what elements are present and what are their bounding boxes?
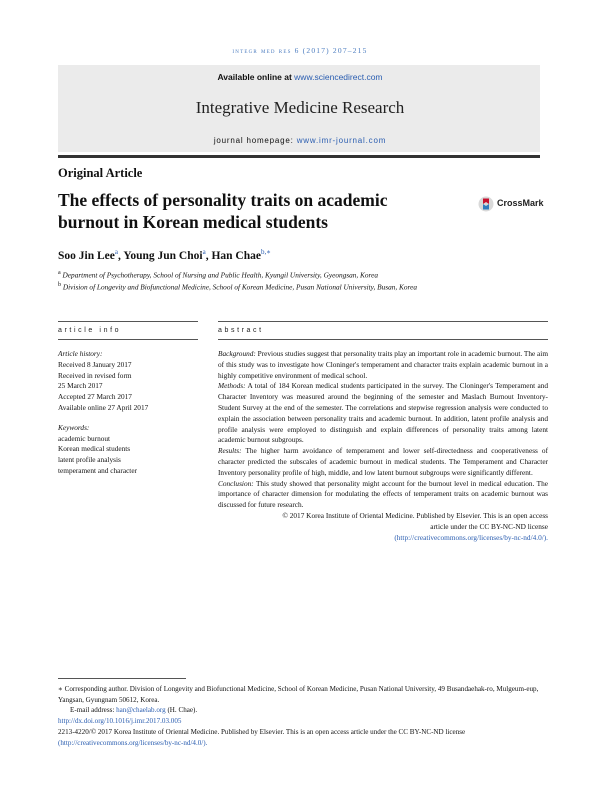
article-info-rule (58, 321, 198, 322)
article-type: Original Article (58, 166, 143, 180)
abstract-background (218, 349, 548, 381)
affiliation-text: Division of Longevity and Biofunctional Medicine, School of Korean Medicine, Pusan National University, Busan, Korea (62, 282, 417, 292)
footnotes (58, 684, 548, 748)
history-label: Article history: (58, 349, 103, 358)
abstract-license-link[interactable]: (http://creativecommons.org/licenses/by-nc-nd/4.0/). (394, 532, 548, 542)
results-text: The higher harm avoidance of temperament and lower self-directedness and cooperativeness of character predicted the subscales of academic burnout in medical students. The Temperament and Character Inventory personality profile of high, middle, and low latent burnout subgroups were significantly different. (218, 446, 548, 477)
corresponding-author: ∗ Corresponding author. Division of Longevity and Biofunctional Medicine, School of Korean Medicine, Pusan National University, 49 Busandaehak-ro, Mulgeum-eup, Yangsan, Gyungnam 50612, Korea. (58, 685, 539, 704)
history-item: Received in revised form (58, 370, 132, 380)
affiliation-mark: b (58, 282, 62, 288)
available-online (0, 72, 600, 82)
conclusion-label: Conclusion: (218, 478, 254, 488)
doi-link[interactable]: http://dx.doi.org/10.1016/j.imr.2017.03.005 (58, 717, 182, 726)
author-name: Young Jun Choi (123, 249, 203, 262)
email-prefix: E-mail address: (70, 706, 115, 715)
abstract-rule (218, 321, 548, 322)
affiliation-mark: a (58, 270, 61, 276)
affiliation-text: Department of Psychotherapy, School of Nursing and Public Health, Kyungil University, Gyeongsan, Korea (62, 270, 379, 280)
abstract-conclusion (218, 479, 548, 511)
email-link[interactable]: han@chaelab.org (116, 706, 166, 715)
history-item: Available online 27 April 2017 (58, 402, 149, 412)
copyright-line-2: article under the CC BY-NC-ND license (430, 521, 548, 531)
crossmark-badge[interactable] (478, 196, 548, 212)
author-name: Han Chae (211, 249, 261, 262)
author-name: Soo Jin Lee (58, 249, 115, 262)
article-title (58, 189, 438, 233)
abstract-heading: abstract (218, 327, 264, 334)
author-list: Soo Jin Lee$^a$, Young Jun Choi$^a$, Han Chae$^{b,∗}$ (58, 248, 271, 262)
journal-homepage (0, 136, 600, 145)
keywords-label: Keywords: (58, 422, 90, 432)
keyword: temperament and character (58, 465, 138, 475)
sciencedirect-link[interactable]: www.sciencedirect.com (294, 72, 383, 82)
available-prefix: Available online at (217, 72, 292, 82)
background-text: Previous studies suggest that personality traits play an important role in academic burnout. The aim of this study was to investigate how Cloninger's temperament and character traits explain academic burnout in a highly competitive environment of medical school. (218, 349, 549, 380)
homepage-link[interactable]: www.imr-journal.com (296, 136, 387, 145)
article-info-subrule (58, 339, 198, 340)
methods-label: Methods: (218, 381, 246, 391)
crossmark-label: CrossMark (497, 198, 544, 208)
results-label: Results: (218, 446, 242, 456)
journal-reference: integr med res 6 (2017) 207–215 (232, 46, 368, 55)
background-label: Background: (218, 349, 256, 358)
email-suffix: (H. Chae). (167, 706, 198, 715)
history-item: Received 8 January 2017 (58, 359, 132, 369)
footnote-rule (58, 678, 186, 679)
journal-title: Integrative Medicine Research (195, 98, 405, 117)
title-line-1: The effects of personality traits on academic (58, 190, 388, 210)
keyword: latent profile analysis (58, 455, 121, 465)
copyright-line-1: © 2017 Korea Institute of Oriental Medicine. Published by Elsevier. This is an open access (282, 510, 548, 520)
homepage-prefix: journal homepage: (213, 136, 294, 145)
author-affil-mark[interactable]: a (114, 248, 118, 256)
affiliation-a (58, 268, 458, 280)
license-link[interactable]: (http://creativecommons.org/licenses/by-nc-nd/4.0/). (58, 738, 208, 747)
history-item: 25 March 2017 (58, 381, 103, 391)
article-info (58, 349, 198, 477)
header-rule (58, 155, 540, 158)
abstract-body (218, 349, 548, 543)
keyword: academic burnout (58, 433, 111, 443)
abstract-subrule (218, 339, 548, 340)
email-line (58, 705, 548, 716)
author-affil-mark[interactable]: b,∗ (260, 248, 271, 256)
methods-text: A total of 184 Korean medical students participated in the survey. The Cloninger's Temperament and Character Inventory was measured around the beginning of the semester and Maslach Burnout Inventory-Student Survey at the end of the semester. The correlations and stepwise regression analysis were conducted to explain the association between personality traits and academic burnout. In addition, latent profile analysis and profile analysis were employed to distinguish and explain differences of personality traits among latent academic burnout subgroups. (218, 381, 549, 445)
conclusion-text: This study showed that personality might account for the burnout level in medical education. The importance of character dimension for modulating the effects of temperament traits on academic burnout was discussed for future research. (218, 478, 548, 510)
affiliation-b (58, 280, 458, 292)
title-line-2: burnout in Korean medical students (58, 212, 328, 232)
author-affil-mark[interactable]: a (202, 248, 206, 256)
article-info-heading: article info (58, 327, 122, 334)
license-line: 2213-4220/© 2017 Korea Institute of Oriental Medicine. Published by Elsevier. This is an open access article under the CC BY-NC-ND license (58, 727, 466, 736)
abstract-methods (218, 381, 548, 446)
history-item: Accepted 27 March 2017 (58, 392, 132, 402)
crossmark-icon (478, 196, 494, 212)
keyword: Korean medical students (58, 444, 131, 454)
abstract-results (218, 446, 548, 478)
